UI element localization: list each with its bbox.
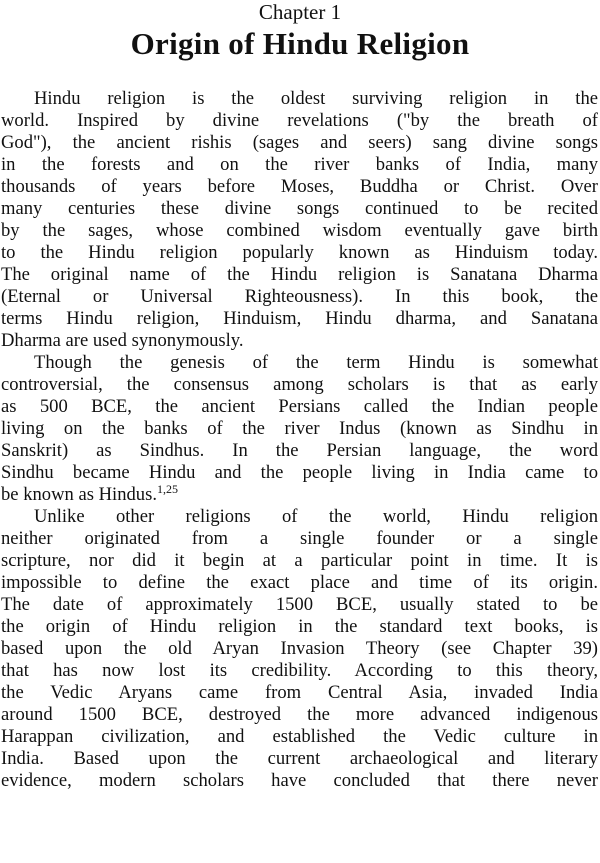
- text-line: Unlike other religions of the world, Hindu religion: [34, 506, 598, 527]
- text-line: many centuries these divine songs continued to be recited: [1, 198, 598, 219]
- text-line: neither originated from a single founder or a single: [1, 528, 598, 549]
- text-line: Hindu religion is the oldest surviving religion in the: [34, 88, 598, 109]
- text-line: world. Inspired by divine revelations ("by the breath of: [1, 110, 598, 131]
- text-line: the Vedic Aryans came from Central Asia, invaded India: [1, 682, 598, 703]
- text-line: terms Hindu religion, Hinduism, Hindu dharma, and Sanatana: [1, 308, 598, 329]
- text-line: as 500 BCE, the ancient Persians called the Indian people: [1, 396, 598, 417]
- text-line: God"), the ancient rishis (sages and seers) sang divine songs: [1, 132, 598, 153]
- text-line: to the Hindu religion popularly known as Hinduism today.: [1, 242, 598, 263]
- text-line: based upon the old Aryan Invasion Theory (see Chapter 39): [1, 638, 598, 659]
- text-line: in the forests and on the river banks of India, many: [1, 154, 598, 175]
- footnote-reference: 1,25: [156, 482, 178, 496]
- text-line: the origin of Hindu religion in the standard text books, is: [1, 616, 598, 637]
- text-line: by the sages, whose combined wisdom eventually gave birth: [1, 220, 598, 241]
- text-line: The date of approximately 1500 BCE, usually stated to be: [1, 594, 598, 615]
- text-line-with-footnote: [1, 484, 598, 506]
- text-line: around 1500 BCE, destroyed the more advanced indigenous: [1, 704, 598, 725]
- text-line: Sanskrit) as Sindhus. In the Persian language, the word: [1, 440, 598, 461]
- text-line: that has now lost its credibility. According to this theory,: [1, 660, 598, 681]
- text-line: India. Based upon the current archaeological and literary: [1, 748, 598, 769]
- text-line: (Eternal or Universal Righteousness). In this book, the: [1, 286, 598, 307]
- chapter-label: Chapter 1: [258, 0, 342, 24]
- text-line: Harappan civilization, and established the Vedic culture in: [1, 726, 598, 747]
- text-line: controversial, the consensus among scholars is that as early: [1, 374, 598, 395]
- text-line: thousands of years before Moses, Buddha or Christ. Over: [1, 176, 598, 197]
- text-line: impossible to define the exact place and time of its origin.: [1, 572, 598, 593]
- text-line: Though the genesis of the term Hindu is somewhat: [34, 352, 598, 373]
- text-line: The original name of the Hindu religion is Sanatana Dharma: [1, 264, 598, 285]
- text-line: Dharma are used synonymously.: [1, 330, 244, 351]
- text-line: be known as Hindus.: [1, 484, 157, 505]
- text-line: Sindhu became Hindu and the people living in India came to: [1, 462, 598, 483]
- text-line: living on the banks of the river Indus (known as Sindhu in: [1, 418, 598, 439]
- text-line: evidence, modern scholars have concluded that there never: [1, 770, 598, 791]
- text-line: scripture, nor did it begin at a particular point in time. It is: [1, 550, 598, 571]
- chapter-title: Origin of Hindu Religion: [130, 26, 470, 61]
